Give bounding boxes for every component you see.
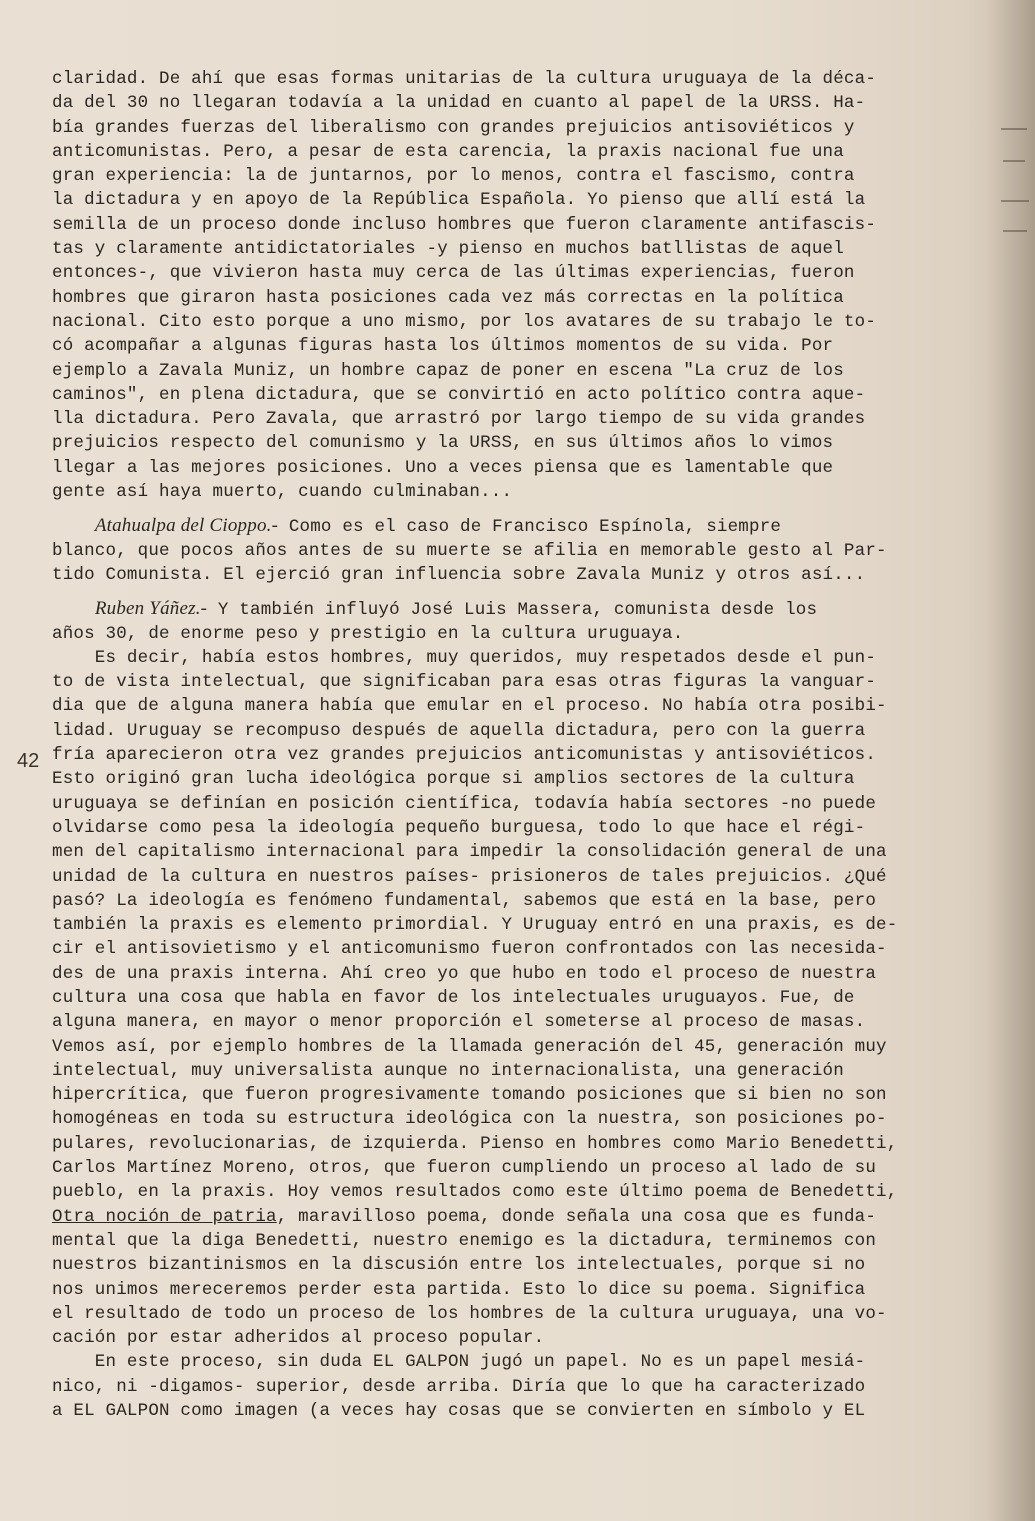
paragraph-ruben [52,597,992,646]
text-line: lidad. Uruguay se recompuso después de aquella dictadura, pero con la guerra [52,720,866,741]
text-line: Esto originó gran lucha ideológica porque si amplios sectores de la cultura [52,769,855,790]
text-line: pulares, revolucionarias, de izquierda. Pienso en hombres como Mario Benedetti, [52,1133,898,1154]
edge-mark [1001,128,1027,130]
text-line: Vemos así, por ejemplo hombres de la llamada generación del 45, generación muy [52,1036,887,1057]
text-line: semilla de un proceso donde incluso hombres que fueron claramente antifascis- [52,214,877,235]
text-line: tas y claramente antidictatoriales -y pienso en muchos batllistas de aquel [52,239,844,260]
text-line: a EL GALPON como imagen (a veces hay cosas que se convierten en símbolo y EL [52,1401,866,1422]
text-line: la dictadura y en apoyo de la República Española. Yo pienso que allí está la [52,190,866,211]
text-run: Y también influyó José Luis Massera, comunista desde los [207,600,818,621]
text-line: có acompañar a algunas figuras hasta los últimos momentos de su vida. Por [52,336,834,357]
speaker-name: Ruben Yáñez.- [94,598,208,620]
text-line: nuestros bizantinismos en la discusión entre los intelectuales, porque si no [52,1255,866,1276]
page-number: 42 [17,750,40,772]
text-run: Como es el caso de Francisco Espínola, siempre [278,517,782,538]
text-line: nos unimos mereceremos perder esta partida. Esto lo dice su poema. Significa [52,1279,866,1300]
text-line: unidad de la cultura en nuestros países- prisioneros de tales prejuicios. ¿Qué [52,866,887,887]
text-line: mental que la diga Benedetti, nuestro enemigo es la dictadura, terminemos con [52,1230,877,1251]
paragraph [52,1350,992,1423]
text-line [52,597,992,621]
text-line: hombres que giraron hasta posiciones cada vez más correctas en la política [52,287,844,308]
text-line: Carlos Martínez Moreno, otros, que fueron cumpliendo un proceso al lado de su [52,1158,877,1179]
text-line: En este proceso, sin duda EL GALPON jugó un papel. No es un papel mesiá- [52,1352,866,1373]
text-run: , maravilloso poema, donde señala una cosa que es funda- [276,1206,877,1227]
body-text [52,67,992,1423]
text-line: gente así haya muerto, cuando culminaban... [52,482,513,503]
text-line: anticomunistas. Pero, a pesar de esta carencia, la praxis nacional fue una [52,141,844,162]
text-line: nacional. Cito esto porque a uno mismo, por los avatares de su trabajo le to- [52,311,877,332]
text-line: gran experiencia: la de juntarnos, por lo menos, contra el fascismo, contra [52,166,855,187]
text-line: alguna manera, en mayor o menor proporción el someterse al proceso de masas. [52,1012,866,1033]
text-line [52,514,992,538]
text-line: hipercrítica, que fueron progresivamente tomando posiciones que si bien no son [52,1085,887,1106]
text-line: homogéneas en toda su estructura ideológica con la nuestra, son posiciones po- [52,1109,887,1130]
text-line: nico, ni -digamos- superior, desde arriba. Diría que lo que ha caracterizado [52,1376,866,1397]
text-line: dia que de alguna manera había que emular en el proceso. No había otra posibi- [52,696,887,717]
poem-title: Otra noción de patria [52,1206,277,1227]
text-line: da del 30 no llegaran todavía a la unidad en cuanto al papel de la URSS. Ha- [52,93,866,114]
text-line: pueblo, en la praxis. Hoy vemos resultados como este último poema de Benedetti, [52,1182,898,1203]
edge-mark [1003,160,1025,162]
speaker-name: Atahualpa del Cioppo.- [94,515,279,537]
text-line [52,1205,992,1229]
text-line: pasó? La ideología es fenómeno fundamental, sabemos que está en la base, pero [52,890,877,911]
paragraph-atahualpa [52,514,992,587]
text-line: intelectual, muy universalista aunque no internacionalista, una generación [52,1060,844,1081]
edge-mark [1003,230,1027,232]
text-line: caminos", en plena dictadura, que se convirtió en acto político contra aque- [52,384,866,405]
edge-mark [1001,200,1029,202]
text-line: años 30, de enorme peso y prestigio en la cultura uruguaya. [52,623,684,644]
text-line: tido Comunista. El ejerció gran influencia sobre Zavala Muniz y otros así... [52,564,866,585]
text-line: el resultado de todo un proceso de los hombres de la cultura uruguaya, una vo- [52,1303,887,1324]
text-line: cir el antisovietismo y el anticomunismo fueron confrontados con las necesida- [52,939,887,960]
text-line: men del capitalismo internacional para impedir la consolidación general de una [52,842,887,863]
text-line: también la praxis es elemento primordial. Y Uruguay entró en una praxis, es de- [52,915,898,936]
text-line: claridad. De ahí que esas formas unitarias de la cultura uruguaya de la déca- [52,69,877,89]
text-line: cación por estar adheridos al proceso popular. [52,1328,545,1349]
text-line: to de vista intelectual, que significaban para esas otras figuras la vanguar- [52,672,877,693]
text-line: entonces-, que vivieron hasta muy cerca de las últimas experiencias, fueron [52,263,855,284]
text-line: bía grandes fuerzas del liberalismo con grandes prejuicios antisoviéticos y [52,117,855,138]
text-line: uruguaya se definían en posición científica, todavía había sectores -no puede [52,793,877,814]
paragraph [52,67,992,504]
paragraph [52,1229,992,1350]
text-line: fría aparecieron otra vez grandes prejuicios anticomunistas y antisoviéticos. [52,745,877,766]
text-line: des de una praxis interna. Ahí creo yo que hubo en todo el proceso de nuestra [52,963,877,984]
text-line: ejemplo a Zavala Muniz, un hombre capaz de poner en escena "La cruz de los [52,360,844,381]
paragraph [52,646,992,1205]
text-line: blanco, que pocos años antes de su muerte se afilia en memorable gesto al Par- [52,540,887,561]
text-line: Es decir, había estos hombres, muy queridos, muy respetados desde el pun- [52,647,877,668]
text-line: olvidarse como pesa la ideología pequeño burguesa, todo lo que hace el régi- [52,817,866,838]
text-line: cultura una cosa que habla en favor de los intelectuales uruguayos. Fue, de [52,987,855,1008]
page-edge-shadow [987,0,1035,1521]
text-line: lla dictadura. Pero Zavala, que arrastró por largo tiempo de su vida grandes [52,409,866,430]
text-line: llegar a las mejores posiciones. Uno a veces piensa que es lamentable que [52,457,834,478]
text-line: prejuicios respecto del comunismo y la URSS, en sus últimos años lo vimos [52,433,834,454]
